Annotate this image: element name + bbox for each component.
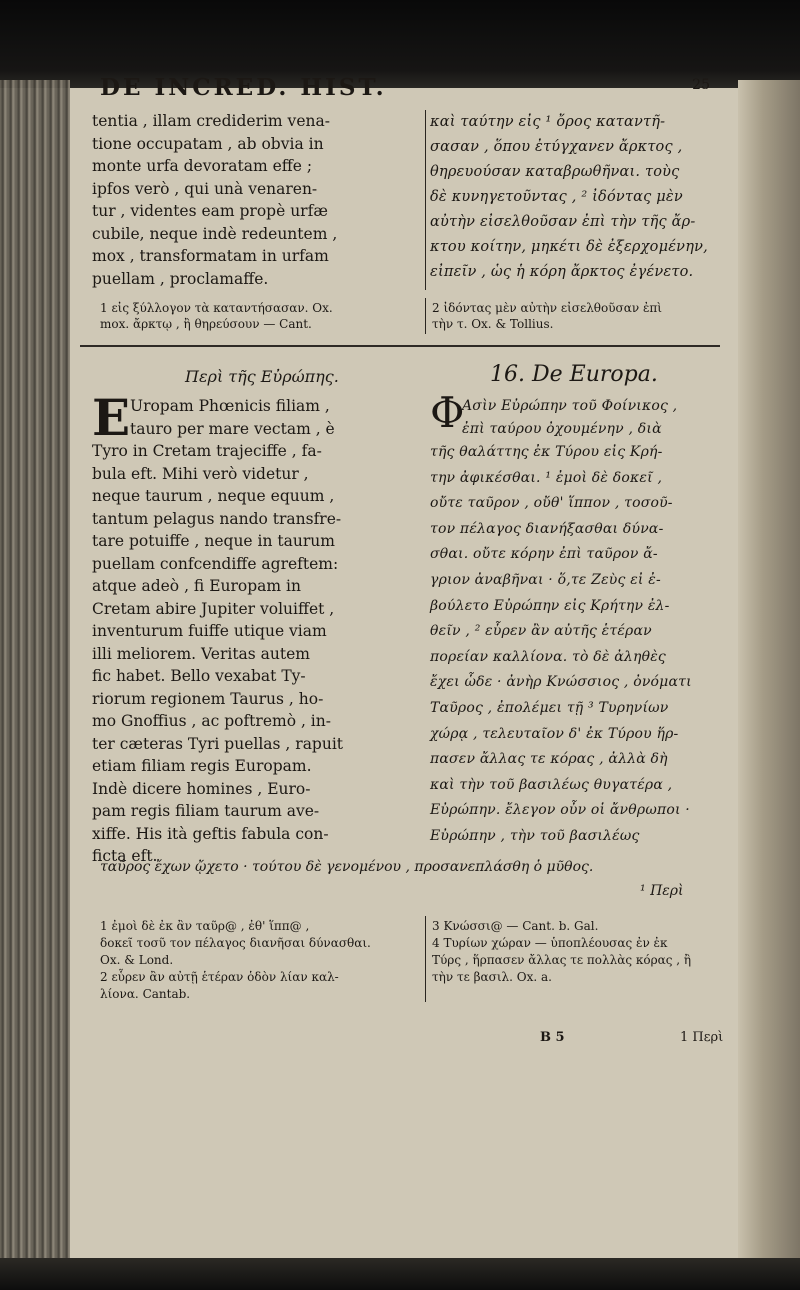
text-line: Εὐρώπην , τὴν τοῦ βασιλέως [430,827,640,844]
text-line: θεῖν , ² εὗρεν ἂν αὐτῆς ἑτέραν [430,623,652,640]
latin-first-lines [130,395,425,440]
page-number: 25 [692,77,710,93]
footnote-line: τὴν τε βασιλ. Ox. a. [432,970,552,984]
text-line: puellam , proclamaffe. [92,269,269,288]
text-line: mox , transformatam in urfam [92,247,329,265]
section-title-greek: Περὶ τῆς Εὐρώπης. [185,367,339,386]
text-line: mo Gnoffius , ac poftremò , in- [92,712,331,730]
text-line: tione occupatam , ab obvia in [92,134,324,153]
page-curl-right-edge [738,80,800,1290]
running-title: DE INCRED. HIST. [100,74,387,101]
footnote-line: 1 ἐμοὶ δὲ ἐκ ἂν ταῦρ@ , ἐθ' ἵππ@ , [100,919,310,933]
text-line: cubile, neque indè redeuntem , [92,224,338,243]
text-line: riorum regionem Taurus , ho- [92,689,324,708]
text-line: πασεν ἄλλας τε κόρας , ἀλλὰ δὴ [430,751,668,768]
text-line: τον πέλαγος διανήξασθαι δύνα- [430,520,664,537]
text-line: puellam confcendiffe agreftem: [92,554,339,573]
text-line: tare potuiffe , neque in taurum [92,532,335,550]
footnote-line: mox. ἄρκτῳ , ἢ θηρεύσουν — Cant. [100,317,312,331]
running-header [100,74,710,104]
text-line: σθαι. οὔτε κόρην ἐπὶ ταῦρον ἄ- [430,546,658,563]
text-line: neque taurum , neque equum , [92,487,335,505]
footnote-line: 1 εἰς ξύλλογον τὰ καταντήσασαν. Ox. [100,301,333,315]
text-line: πορείαν καλλίονα. τὸ δὲ ἀληθὲς [430,648,666,665]
text-line: Εὐρώπην. ἔλεγον οὖν οἱ ἄνθρωποι · [430,802,690,819]
footnote-line: 2 εὗρεν ἂν αὐτῇ ἑτέραν ὁδὸν λίαν καλ- [100,970,339,984]
footnote-line: τὴν τ. Ox. & Tollius. [432,317,554,331]
text-line: pam regis filiam taurum ave- [92,802,320,820]
text-line: tantum pelagus nando transfre- [92,509,342,528]
top-footnotes-right [432,300,722,332]
footnote-divider [425,298,426,334]
text-line: ficta eft. [92,847,158,865]
text-line: Ταῦρος , ἐπολέμει τῇ ³ Τυρηνίων [430,699,669,716]
text-line: σασαν , ὅπου ἐτύγχανεν ἄρκτος , [430,139,683,155]
text-line: etiam filiam regis Europam. [92,757,312,775]
top-greek-column [430,110,730,285]
drop-cap-latin: E [92,388,131,447]
bottom-footnotes-right [432,918,722,986]
column-divider [425,110,426,290]
top-latin-column [92,110,422,290]
page-stack-left-edge [0,80,70,1290]
section-title-latin: 16. De Europa. [490,362,658,387]
text-line: Ασὶν Εὐρώπην τοῦ Φοίνικος , [462,398,678,414]
text-line: Uropam Phœnicis filiam , [130,397,330,415]
signature-mark: B 5 [540,1030,565,1045]
text-line: δὲ κυνηγετοῦντας , ² ἰδόντας μὲν [430,189,683,205]
text-line: tentia , illam crediderim vena- [92,112,330,130]
footnote-line: δοκεῖ τοσῦ τον πέλαγος διανῆσαι δύνασθαι. [100,936,371,950]
text-line: xiffe. His ità geftis fabula con- [92,824,329,843]
text-line: ἔχει ὧδε · ἀνὴρ Κνώσσιος , ὀνόματι [430,674,692,691]
text-line: tur , videntes eam propè urfæ [92,202,328,220]
text-line: τῆς θαλάττης ἐκ Τύρου εἰς Κρή- [430,444,663,460]
text-line: εἰπεῖν , ὡς ἡ κόρη ἄρκτος ἐγένετο. [430,264,694,280]
top-footnotes-left [100,300,420,332]
text-line: καὶ τὴν τοῦ βασιλέως θυγατέρα , [430,776,673,793]
text-line: Cretam abire Jupiter voluiffet , [92,599,335,618]
scan-bottom-border [0,1258,800,1290]
footnote-line: 2 ἰδόντας μὲν αὐτὴν εἰσελθοῦσαν ἐπὶ [432,301,662,315]
text-line: monte urfa devoratam effe ; [92,157,313,175]
text-line: bula eft. Mihi verò videtur , [92,464,309,483]
drop-cap-greek: Φ [430,388,465,437]
footnote-divider [425,916,426,1002]
text-line: ter cæteras Tyri puellas , rapuit [92,734,344,753]
text-line: την ἀφικέσθαι. ¹ ἐμοὶ δὲ δοκεῖ , [430,469,663,486]
text-line: ἐπὶ ταύρου ὀχουμένην , διὰ [462,420,662,437]
bottom-footnotes-left [100,918,420,1003]
text-line: Tyro in Cretam trajeciffe , fa- [92,442,322,460]
text-line: tauro per mare vectam , è [130,419,335,438]
text-line: βούλετο Εὐρώπην εἰς Κρήτην ἐλ- [430,597,670,614]
text-line: ipfos verò , qui unà venaren- [92,179,318,198]
footnote-line: 3 Κνώσσι@ — Cant. b. Gal. [432,919,599,933]
text-line: αὐτὴν εἰσελθοῦσαν ἐπὶ τὴν τῆς ἄρ- [430,214,696,230]
footnote-line: Τύρς , ἥρπασεν ἄλλας τε πολλὰς κόρας , ἢ [432,953,692,967]
text-line: χώρᾳ , τελευταῖον δ' ἐκ Τύρου ἥρ- [430,725,679,742]
text-line: illi meliorem. Veritas autem [92,644,310,663]
text-line: Indè dicere homines , Euro- [92,779,311,798]
text-line: atque adeò , fi Europam in [92,577,301,595]
catchword-greek: ¹ Περὶ [640,883,684,899]
footnote-line: 4 Τυρίων χώραν — ὑποπλέουσας ἐν ἐκ [432,936,668,950]
footnote-line: λίονα. Cantab. [100,987,191,1001]
latin-body-column [92,440,422,868]
catchword-bottom: 1 Περὶ [680,1030,724,1045]
text-line: γριον ἀναβῆναι · ὅ,τε Ζεὺς εἰ ἐ- [430,571,661,588]
greek-body-column [430,440,730,850]
text-line: θηρευούσαν καταβρωθῆναι. τοὺς [430,164,680,180]
text-line: κτου κοίτην, μηκέτι δὲ ἐξερχομένην, [430,239,708,255]
horizontal-rule [80,345,720,347]
footnote-line: Ox. & Lond. [100,953,174,967]
text-line: οὔτε ταῦρον , οὔθ' ἵππον , τοσοῦ- [430,495,673,512]
greek-full-width-line: ταῦρος ἔχων ᾤχετο · τούτου δὲ γενομένου , προσανεπλάσθη ὁ μῦθος. [100,859,594,875]
text-line: inventurum fuiffe utique viam [92,622,327,640]
greek-first-lines [462,395,732,440]
text-line: καὶ ταύτην εἰς ¹ ὄρος καταντῆ- [430,114,666,130]
text-line: fic habet. Bello vexabat Ty- [92,667,306,685]
